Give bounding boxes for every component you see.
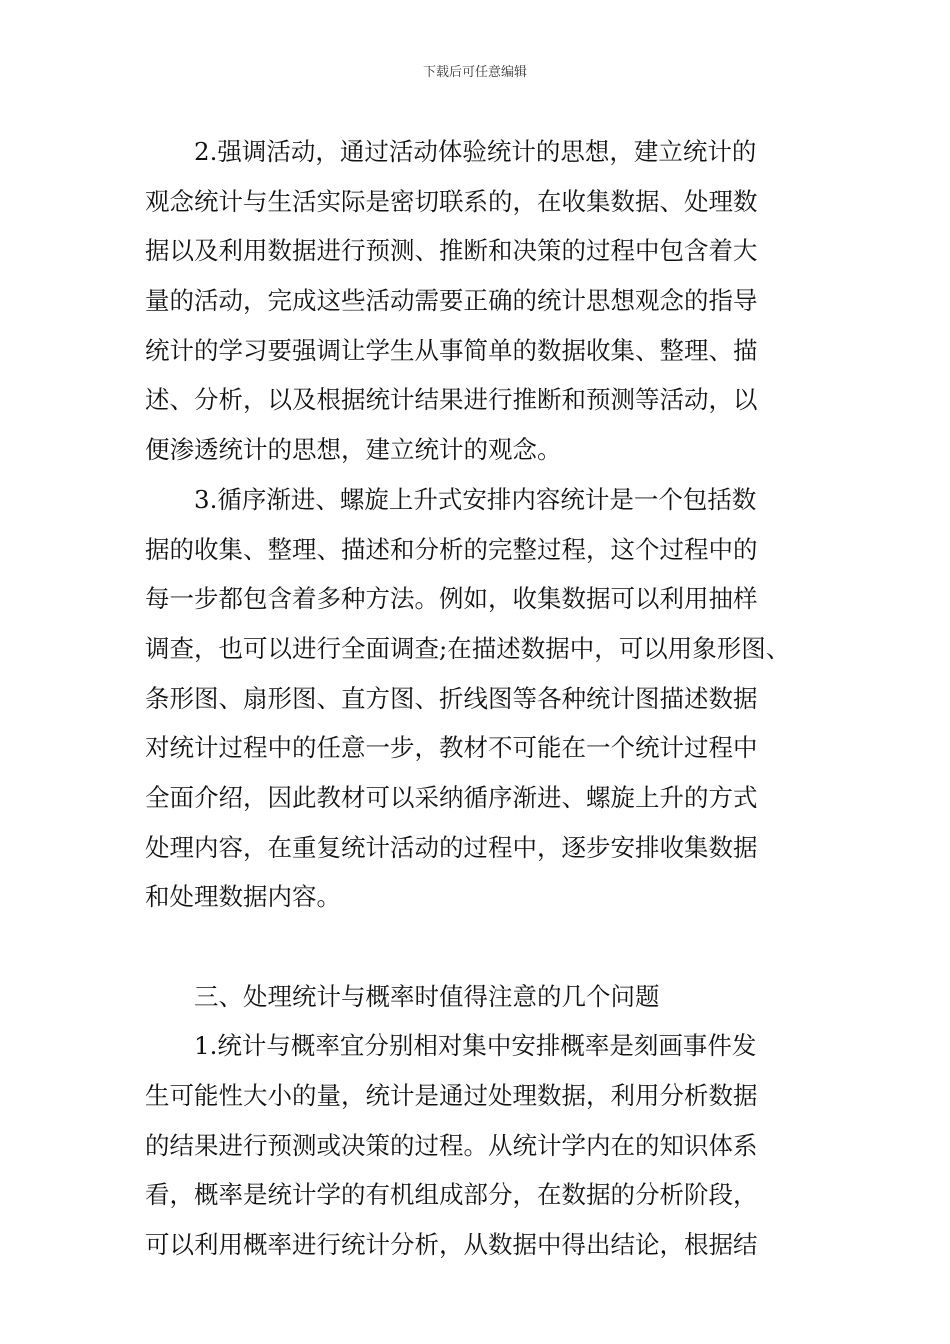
text-line: 3.循序渐进、螺旋上升式安排内容统计是一个包括数: [194, 484, 757, 514]
text-line: 可以利用概率进行统计分析，从数据中得出结论，根据结: [145, 1230, 758, 1260]
paragraph-gradual-progression: [145, 475, 820, 972]
section-heading: [145, 972, 820, 1022]
text-line: 条形图、扇形图、直方图、折线图等各种统计图描述数据: [145, 683, 758, 713]
text-line: 看，概率是统计学的有机组成部分，在数据的分析阶段，: [145, 1180, 758, 1210]
text-line: 生可能性大小的量，统计是通过处理数据，利用分析数据: [145, 1081, 758, 1111]
text-line: 述、分析，以及根据统计结果进行推断和预测等活动，以: [145, 385, 758, 415]
text-line: 全面介绍，因此教材可以采纳循序渐进、螺旋上升的方式: [145, 782, 758, 812]
text-line: 量的活动，完成这些活动需要正确的统计思想观念的指导: [145, 286, 758, 316]
text-line: 1.统计与概率宜分别相对集中安排概率是刻画事件发: [194, 1031, 757, 1061]
text-line: 调查，也可以进行全面调查;在描述数据中，可以用象形图、: [145, 633, 791, 663]
text-line: 处理内容，在重复统计活动的过程中，逐步安排收集数据: [145, 832, 758, 862]
text-line: 对统计过程中的任意一步，教材不可能在一个统计过程中: [145, 733, 758, 763]
text-line: 观念统计与生活实际是密切联系的，在收集数据、处理数: [145, 186, 758, 216]
text-line: 便渗透统计的思想，建立统计的观念。: [145, 435, 562, 465]
text-line: 据的收集、整理、描述和分析的完整过程，这个过程中的: [145, 534, 758, 564]
document-body: [145, 127, 820, 1270]
text-line: 和处理数据内容。: [145, 882, 341, 912]
page-header: 下载后可任意编辑: [422, 65, 527, 80]
text-line: 统计的学习要强调让学生从事简单的数据收集、整理、描: [145, 335, 758, 365]
text-line: [145, 922, 820, 972]
text-line: 2.强调活动，通过活动体验统计的思想，建立统计的: [194, 137, 757, 166]
text-line: 的结果进行预测或决策的过程。从统计学内在的知识体系: [145, 1130, 758, 1160]
paragraph-emphasize-activities: [145, 127, 820, 475]
text-line: 据以及利用数据进行预测、推断和决策的过程中包含着大: [145, 236, 758, 266]
text-line: 每一步都包含着多种方法。例如，收集数据可以利用抽样: [145, 584, 758, 614]
section-heading-text: 三、处理统计与概率时值得注意的几个问题: [194, 981, 660, 1011]
paragraph-statistics-probability: [145, 1021, 820, 1269]
